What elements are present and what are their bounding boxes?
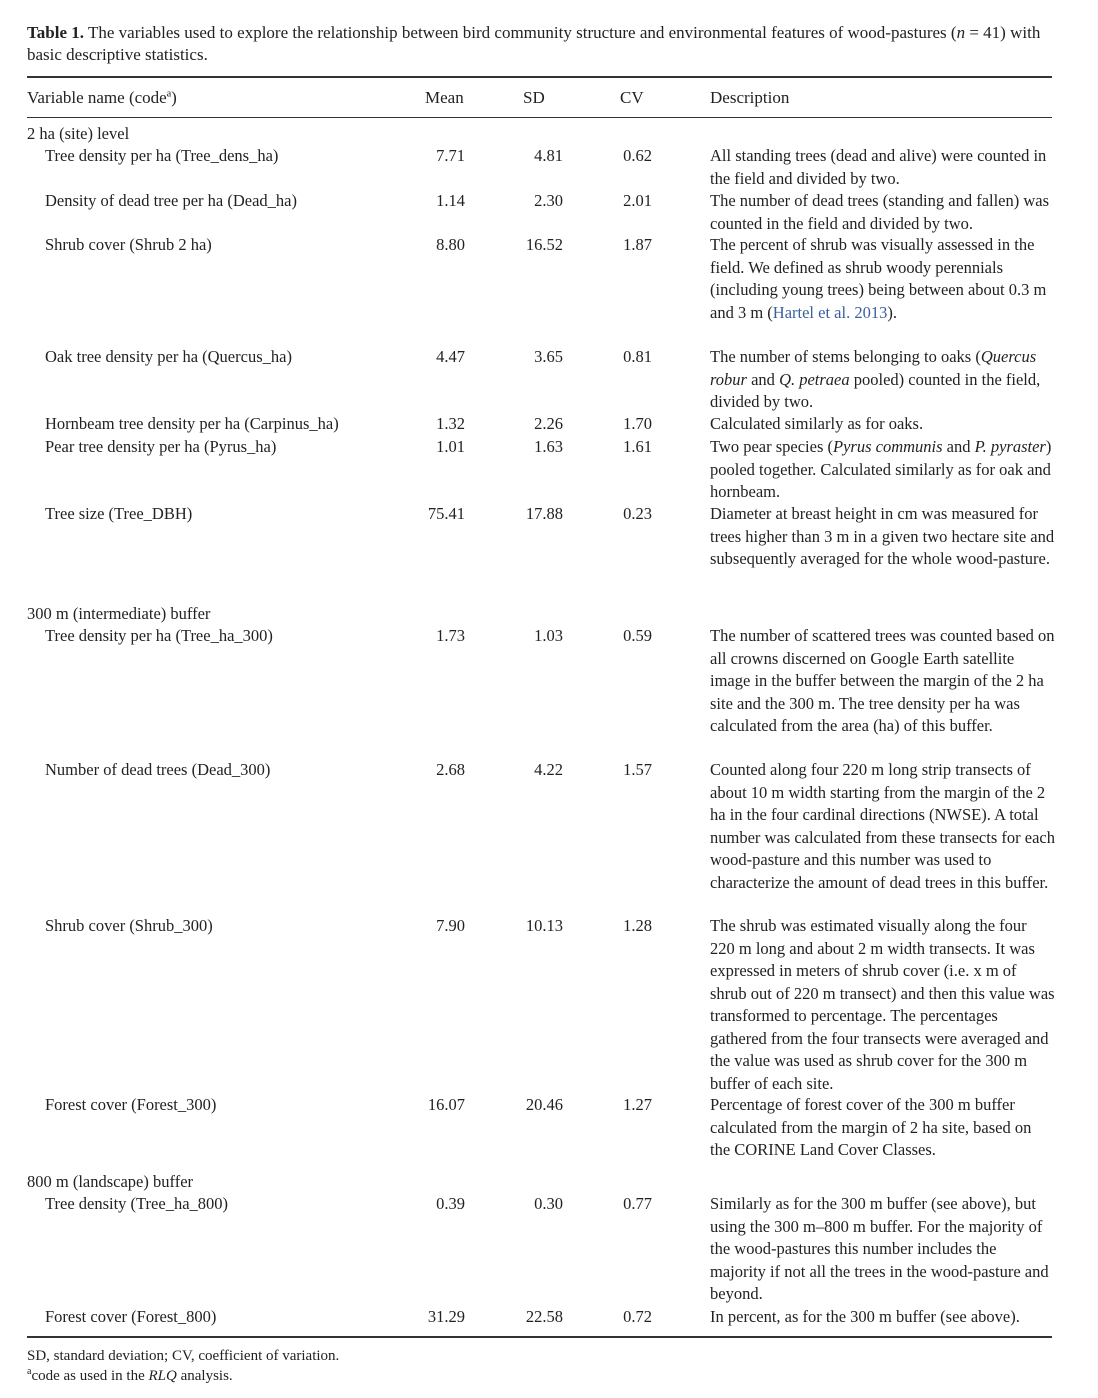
variable-name: Forest cover (Forest_800): [45, 1307, 217, 1326]
sd-value: 20.46: [525, 1095, 563, 1114]
variable-name: Tree size (Tree_DBH): [45, 504, 193, 523]
mean-value: 7.71: [436, 146, 465, 165]
section-heading: 300 m (intermediate) buffer: [27, 604, 211, 623]
sd-value: 10.13: [525, 916, 563, 935]
section-heading: 800 m (landscape) buffer: [27, 1172, 194, 1191]
cv-value: 0.62: [623, 146, 652, 165]
mean-value: 7.90: [436, 916, 465, 935]
description-text: In percent, as for the 300 m buffer (see above).: [710, 1307, 1020, 1326]
table-caption: [27, 22, 1057, 66]
description-text: Diameter at breast height in cm was measured for trees higher than 3 m in a given two hectare site and subsequently averaged for the whole wood-pasture.: [710, 504, 1055, 568]
mean-value: 2.68: [436, 760, 465, 779]
mean-value: 4.47: [436, 347, 465, 366]
citation-link[interactable]: Hartel et al. 2013: [772, 302, 888, 322]
variable-name: Shrub cover (Shrub_300): [45, 916, 213, 935]
cv-value: 0.23: [623, 504, 652, 523]
header-mean: Mean: [425, 88, 464, 107]
cv-value: 1.70: [623, 414, 652, 433]
header-description: Description: [710, 88, 790, 107]
variable-name: Forest cover (Forest_300): [45, 1095, 217, 1114]
description-text: Counted along four 220 m long strip transects of about 10 m width starting from the margin of the 2 ha in the four cardinal directions (NWSE). A total number was calculated from these transects for each wood-pasture and this number was used to characterize the amount of dead trees in this buffer.: [710, 760, 1055, 892]
description-text: The percent of shrub was visually assessed in the field. We defined as shrub woody perennials (including young trees) being between about 0.3 m and 3 m (Hartel et al. 2013).: [710, 235, 1047, 322]
variable-name: Shrub cover (Shrub 2 ha): [45, 235, 212, 254]
mean-value: 75.41: [427, 504, 465, 523]
cv-value: 2.01: [623, 191, 652, 210]
cv-value: 1.57: [623, 760, 652, 779]
sd-value: 17.88: [525, 504, 563, 523]
header-cv: CV: [620, 88, 644, 107]
variable-name: Density of dead tree per ha (Dead_ha): [45, 191, 297, 210]
variable-name: Number of dead trees (Dead_300): [45, 760, 271, 779]
caption-text-end: = 41) with basic descriptive statistics.: [27, 23, 1041, 64]
variable-name: Tree density per ha (Tree_dens_ha): [45, 146, 279, 165]
caption-n-symbol: n: [956, 23, 966, 42]
mean-value: 0.39: [436, 1194, 465, 1213]
variable-name: Oak tree density per ha (Quercus_ha): [45, 347, 292, 366]
section-heading: 2 ha (site) level: [27, 124, 130, 143]
description-text: The shrub was estimated visually along the four 220 m long and about 2 m width transects. It was expressed in meters of shrub cover (i.e. x m of shrub out of 220 m transect) and then this value was transformed to percentage. The percentages gathered from the four transects were averaged and the value was used as shrub cover for the 300 m buffer of each site.: [710, 916, 1055, 1093]
mean-value: 1.73: [436, 626, 465, 645]
sd-value: 4.81: [534, 146, 563, 165]
cv-value: 1.87: [623, 235, 652, 254]
sd-value: 3.65: [534, 347, 563, 366]
mean-value: 1.14: [436, 191, 465, 210]
sd-value: 2.30: [534, 191, 563, 210]
description-text: The number of dead trees (standing and fallen) was counted in the field and divided by two.: [710, 191, 1050, 233]
sd-value: 2.26: [534, 414, 563, 433]
cv-value: 0.59: [623, 626, 652, 645]
header-variable: Variable name (code$^a$): [27, 88, 177, 107]
mean-value: 8.80: [436, 235, 465, 254]
cv-value: 1.27: [623, 1095, 652, 1114]
table-label: Table 1.: [27, 23, 85, 42]
description-text: Percentage of forest cover of the 300 m buffer calculated from the margin of 2 ha site, based on the CORINE Land Cover Classes.: [710, 1095, 1032, 1159]
sd-value: 0.30: [534, 1194, 563, 1213]
header-sd: SD: [523, 88, 545, 107]
top-rule: [27, 76, 1052, 78]
sd-value: 4.22: [534, 760, 563, 779]
description-text: Similarly as for the 300 m buffer (see above), but using the 300 m–800 m buffer. For the majority of the wood-pastures this number includes the majority if not all the trees in the wood-pasture and beyond.: [710, 1194, 1049, 1303]
caption-text: The variables used to explore the relationship between bird community structure and environmental features of wood-pastures (: [87, 23, 957, 42]
sd-value: 1.63: [534, 437, 563, 456]
footnote-a: $^a$code as used in the RLQ analysis.: [27, 1366, 233, 1384]
sd-value: 1.03: [534, 626, 563, 645]
variable-name: Tree density per ha (Tree_ha_300): [45, 626, 273, 645]
variable-name: Hornbeam tree density per ha (Carpinus_ha): [45, 414, 339, 433]
cv-value: 0.77: [623, 1194, 652, 1213]
variable-name: Tree density (Tree_ha_800): [45, 1194, 229, 1213]
footnote-abbreviations: SD, standard deviation; CV, coefficient of variation.: [27, 1348, 340, 1364]
description-text: Calculated similarly as for oaks.: [710, 414, 924, 433]
mean-value: 1.01: [436, 437, 465, 456]
mean-value: 16.07: [427, 1095, 465, 1114]
description-text: Two pear species (Pyrus communis and P. pyraster) pooled together. Calculated similarly as for oak and hornbeam.: [710, 437, 1052, 501]
bottom-rule: [27, 1336, 1052, 1338]
cv-value: 1.28: [623, 916, 652, 935]
sd-value: 16.52: [525, 235, 563, 254]
cv-value: 0.72: [623, 1307, 652, 1326]
mean-value: 31.29: [427, 1307, 465, 1326]
description-text: All standing trees (dead and alive) were counted in the field and divided by two.: [710, 146, 1047, 188]
cv-value: 0.81: [623, 347, 652, 366]
description-text: The number of scattered trees was counted based on all crowns discerned on Google Earth satellite image in the buffer between the margin of the 2 ha site and the 300 m. The tree density per ha was calculated from the area (ha) of this buffer.: [710, 626, 1055, 735]
mean-value: 1.32: [436, 414, 465, 433]
header-rule: [27, 117, 1052, 118]
description-text: The number of stems belonging to oaks (Quercus robur and Q. petraea pooled) counted in the field, divided by two.: [710, 347, 1041, 411]
cv-value: 1.61: [623, 437, 652, 456]
sd-value: 22.58: [525, 1307, 563, 1326]
variable-name: Pear tree density per ha (Pyrus_ha): [45, 437, 277, 456]
